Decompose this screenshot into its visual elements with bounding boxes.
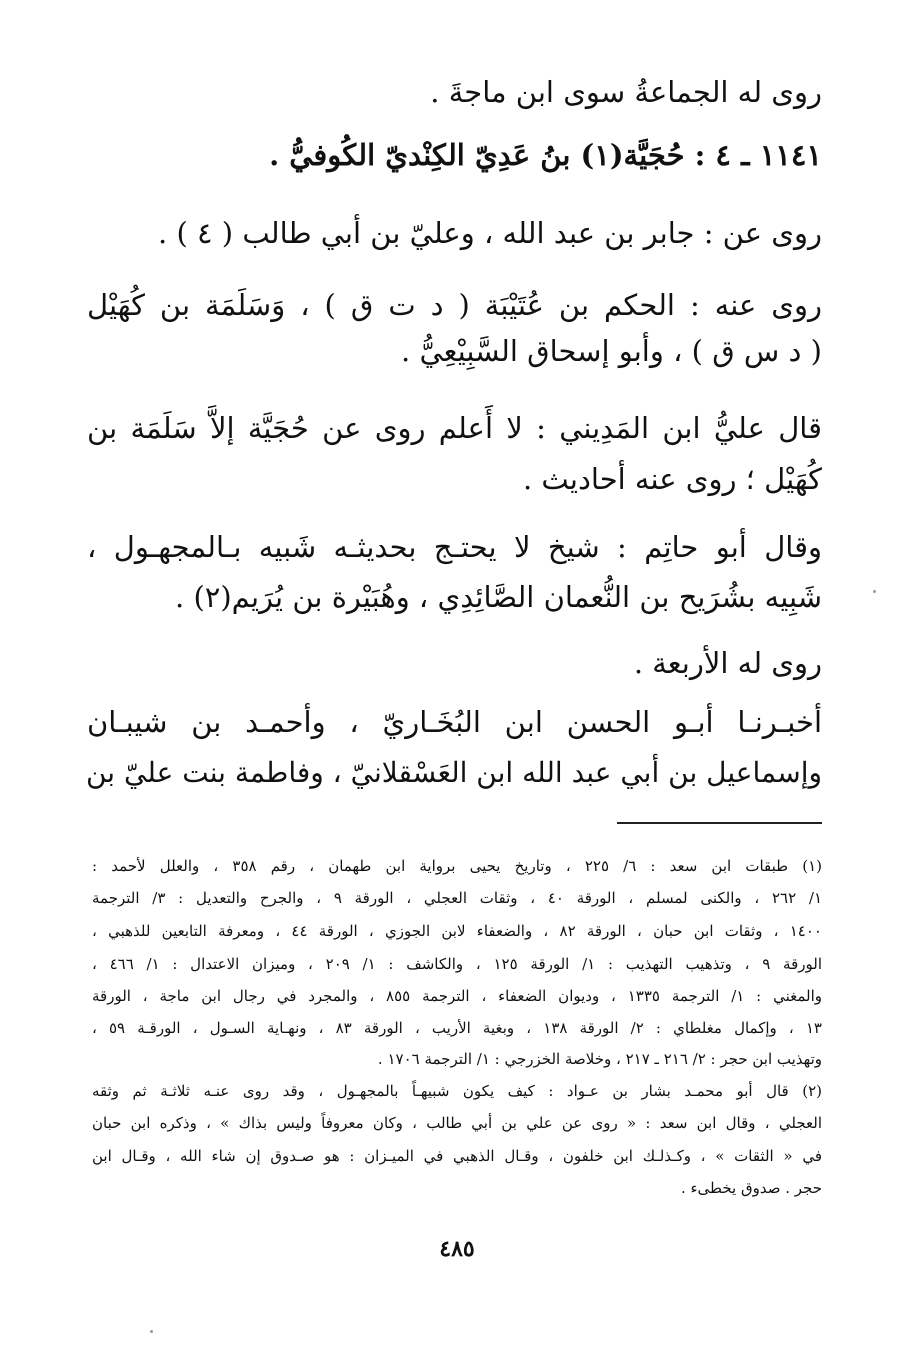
footnote-1-line-7: وتهذيب ابن حجر : ٢/ ٢١٦ ـ ٢١٧ ، وخلاصة الخزرجي : ١/ الترجمة ١٧٠٦ . bbox=[377, 1050, 822, 1068]
footnote-2-line-1: (٢) قال أبو محمـد بشار بن عـواد : كيف يكون شبيهـاً بالمجهـول ، وقد روى عنـه ثلاثـة ثم وثقه bbox=[92, 1082, 822, 1100]
footnote-1-line-3: ١٤٠٠ ، وثقات ابن حبان ، الورقة ٨٢ ، والضعفاء لابن الجوزي ، الورقة ٤٤ ، ومعرفة التابعين للذهبي ، bbox=[92, 922, 822, 940]
footnote-separator bbox=[617, 822, 822, 824]
footnote-2-line-4: حجر . صدوق يخطىء . bbox=[680, 1179, 822, 1197]
quote-line-2: كُهَيْل ؛ روى عنه أحاديث . bbox=[522, 462, 822, 496]
scan-speck bbox=[150, 1330, 153, 1333]
abu-hatim-line-2: شَبِيه بشُرَيح بن النُّعمان الصَّائِدِي ، وهُبَيْرة بن يُرَيم(٢) . bbox=[175, 580, 822, 614]
chain-line-1: أخبـرنـا أبـو الحسن ابن البُخَـاريّ ، وأحمـد بن شيبـان bbox=[87, 705, 822, 739]
footnote-1-line-2: ١/ ٢٦٢ ، والكنى لمسلم ، الورقة ٤٠ ، وثقات العجلي ، الورقة ٩ ، والجرح والتعديل : ٣/ الترجمة bbox=[92, 889, 823, 907]
quote-line-1: قال عليُّ ابن المَدِيني : لا أَعلم روى عن حُجَيَّة إلاَّ سَلَمَة بن bbox=[87, 411, 822, 445]
footnote-1-line-4: الورقة ٩ ، وتذهيب التهذيب : ١/ الورقة ١٢٥ ، والكاشف : ١/ ٢٠٩ ، وميزان الاعتدال : ١/ ٤٦٦ ، bbox=[92, 955, 822, 973]
narrated-by-line-1: روى عنه : الحكم بن عُتَيْبَة ( د ت ق ) ، وَسَلَمَة بن كُهَيْل bbox=[87, 288, 822, 322]
page-number: ٤٨٥ bbox=[439, 1236, 475, 1262]
narrated-by-four-line: روى له الأربعة . bbox=[633, 646, 822, 680]
scan-speck bbox=[873, 590, 876, 593]
footnote-1-line-6: ١٣ ، وإكمال مغلطاي : ٢/ الورقة ١٣٨ ، وبغية الأريب ، الورقة ٨٣ ، ونهـاية السـول ، الورقـة ٥٩ ، bbox=[92, 1019, 822, 1037]
body-line-1: روى له الجماعةُ سوى ابن ماجةَ . bbox=[430, 75, 822, 109]
footnote-1-line-5: والمغني : ١/ الترجمة ١٣٣٥ ، وديوان الضعفاء ، الترجمة ٨٥٥ ، والمجرد في رجال ابن ماجة ، الورقة bbox=[92, 987, 822, 1005]
narrated-from-line: روى عن : جابر بن عبد الله ، وعليّ بن أبي طالب ( ٤ ) . bbox=[158, 216, 822, 250]
abu-hatim-line-1: وقال أبو حاتِم : شيخ لا يحتـج بحديثـه شَبيه بـالمجهـول ، bbox=[87, 530, 822, 564]
footnote-1-line-1: (١) طبقات ابن سعد : ٦/ ٢٢٥ ، وتاريخ يحيى برواية ابن طهمان ، رقم ٣٥٨ ، والعلل لأحمد : bbox=[92, 857, 822, 875]
footnote-2-line-2: العجلي ، وقال ابن سعد : « روى عن علي بن أبي طالب ، وكان معروفاً وليس بذاك » ، وذكره ابن حبان bbox=[92, 1114, 822, 1132]
narrated-by-line-2: ( د س ق ) ، وأبو إسحاق السَّبِيْعِيُّ . bbox=[401, 334, 822, 368]
chain-line-2: وإسماعيل بن أبي عبد الله ابن العَسْقلانيّ ، وفاطمة بنت عليّ بن bbox=[85, 756, 822, 789]
entry-heading: ١١٤١ ـ ٤ : حُجَيَّة(١) بنُ عَدِيّ الكِنْديّ الكُوفيُّ . bbox=[269, 138, 822, 172]
footnote-2-line-3: في « الثقات » ، وكـذلـك ابن خلفون ، وقـال الذهبي في الميـزان : هو صـدوق إن شاء الله ، وقـال ابن bbox=[92, 1147, 822, 1165]
